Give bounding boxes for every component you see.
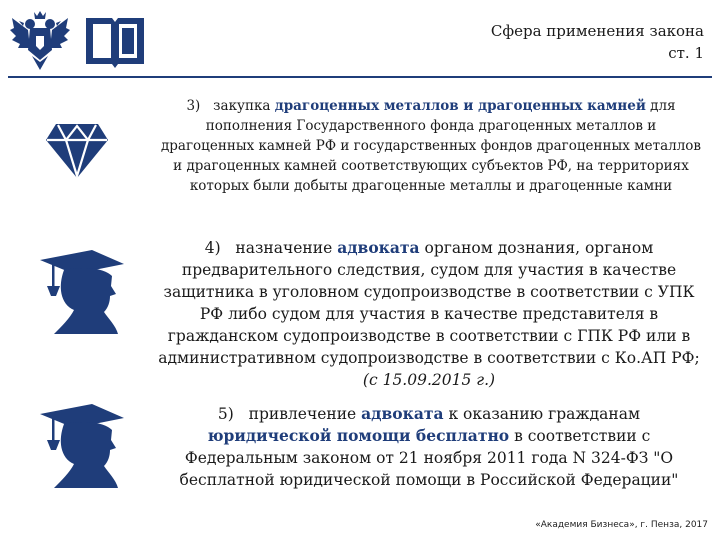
footer-credit: «Академия Бизнеса», г. Пенза, 2017: [535, 520, 708, 530]
item-number: 5): [217, 405, 234, 423]
header-divider: [8, 76, 712, 78]
item-highlight: адвоката: [337, 238, 420, 257]
item-text-rest: в соответствии с Федеральным законом от 21 ноября 2011 года N 324-ФЗ "О бесплатной юридической помощи в Российской Федерации": [179, 427, 679, 489]
graduate-head-icon: [34, 400, 130, 490]
item-text-prefix: назначение: [235, 239, 338, 257]
item-number: 4): [204, 239, 221, 257]
slide-header: [491, 20, 704, 64]
list-item: [158, 403, 700, 491]
item-text-prefix: закупка: [213, 98, 275, 114]
item-number: 3): [186, 98, 201, 114]
graduate-head-icon: [34, 246, 130, 336]
slide-title: Сфера применения закона: [490, 22, 704, 40]
item-text-prefix: привлечение: [248, 405, 362, 423]
item-date-note: (с 15.09.2015 г.): [362, 371, 496, 389]
diamond-icon: [44, 116, 110, 182]
eagle-emblem-icon: [8, 8, 72, 72]
item-text-rest: для пополнения Государственного фонда драгоценных металлов и драгоценных камней РФ и государственных фондов драгоценных металлов и драгоценных камней соответствующих субъектов РФ, на территориях которых были добыты драгоценные металлы и драгоценные камни: [160, 98, 702, 194]
list-item: [156, 237, 702, 391]
book-logo-icon: [84, 12, 146, 70]
slide-subtitle: ст. 1: [668, 44, 704, 62]
item-text-mid: к оказанию гражданам: [443, 405, 641, 423]
list-item: [160, 96, 702, 196]
item-highlight-2: юридической помощи бесплатно: [207, 426, 510, 445]
item-highlight: драгоценных металлов и драгоценных камней: [274, 98, 646, 114]
item-highlight: адвоката: [361, 404, 444, 423]
item-text-rest: органом дознания, органом предварительного следствия, судом для участия в качестве защитника в уголовном судопроизводстве в соответствии с УПК РФ либо судом для участия в качестве представителя в гражданском судопроизводстве в соответствии с ГПК РФ или в административном судопроизводстве в соответствии с Ко.АП РФ;: [158, 239, 700, 367]
